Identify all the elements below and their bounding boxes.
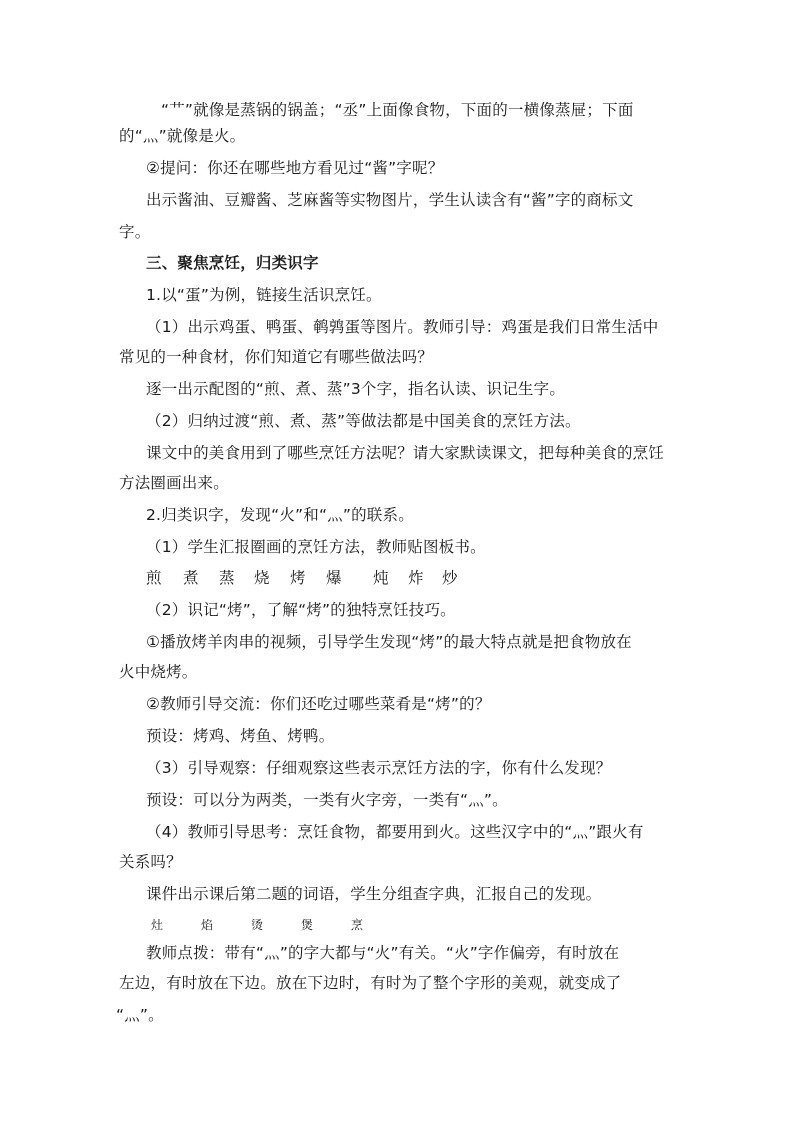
- paragraph-line: （2）识记“烤”，了解“烤”的独特烹饪技巧。: [146, 601, 456, 619]
- paragraph-line: “艹”就像是蒸锅的锅盖；“丞”上面像食物，下面的一横像蒸屉；下面: [161, 101, 634, 119]
- paragraph-line: 预设：烤鸡、烤鱼、烤鸭。: [146, 727, 335, 745]
- word-char: 烹: [351, 918, 364, 932]
- cooking-char: 煎: [146, 569, 162, 587]
- paragraph-line: 2.归类识字，发现“火”和“灬”的联系。: [146, 506, 414, 524]
- cooking-char: 炸: [408, 569, 424, 587]
- paragraph-line: “灬”。: [116, 1006, 164, 1024]
- cooking-char: 炖: [373, 569, 389, 587]
- paragraph-line: （3）引导观察：仔细观察这些表示烹饪方法的字，你有什么发现？: [146, 759, 612, 777]
- word-char: 灶: [151, 918, 164, 932]
- paragraph-line: 出示酱油、豆瓣酱、芝麻酱等实物图片，学生认读含有“酱”字的商标文: [146, 191, 634, 209]
- paragraph-line: （1）出示鸡蛋、鸭蛋、鹌鹑蛋等图片。教师引导：鸡蛋是我们日常生活中: [146, 318, 659, 336]
- cooking-char: 蒸: [219, 569, 235, 587]
- paragraph-line: 火中烧烤。: [119, 663, 198, 681]
- paragraph-line: 1.以“蛋”为例，链接生活识烹饪。: [146, 286, 382, 304]
- paragraph-line: （2）归纳过渡“煎、煮、蒸”等做法都是中国美食的烹饪方法。: [146, 412, 581, 430]
- paragraph-line: 字。: [119, 223, 151, 241]
- paragraph-line: 关系吗？: [119, 853, 182, 871]
- paragraph-line: 的“灬”就像是火。: [119, 127, 246, 145]
- paragraph-line: 教师点拨：带有“灬”的字大都与“火”有关。“火”字作偏旁，有时放在: [146, 944, 620, 962]
- paragraph-line: 左边，有时放在下边。放在下边时，有时为了整个字形的美观，就变成了: [119, 974, 622, 992]
- cooking-char: 烤: [290, 569, 306, 587]
- paragraph-line: 课文中的美食用到了哪些烹饪方法呢？请大家默读课文，把每种美食的烹饪: [146, 444, 665, 462]
- section-heading: 三、聚焦烹饪，归类识字: [146, 254, 319, 272]
- word-char: 煲: [301, 918, 314, 932]
- cooking-char: 爆: [326, 569, 342, 587]
- paragraph-line: 方法圈画出来。: [119, 474, 229, 492]
- paragraph-line: （1）学生汇报圈画的烹饪方法，教师贴图板书。: [146, 538, 486, 556]
- paragraph-line: 逐一出示配图的“煎、煮、蒸”3个字，指名认读、识记生字。: [146, 380, 566, 398]
- cooking-char: 炒: [442, 569, 458, 587]
- paragraph-line: 预设：可以分为两类，一类有火字旁，一类有“灬”。: [146, 791, 508, 809]
- word-char: 烫: [251, 918, 264, 932]
- paragraph-line: 课件出示课后第二题的词语，学生分组查字典，汇报自己的发现。: [146, 885, 602, 903]
- word-char: 焰: [201, 918, 214, 932]
- paragraph-line: ②提问：你还在哪些地方看见过“酱”字呢？: [146, 159, 444, 177]
- paragraph-line: 常见的一种食材，你们知道它有哪些做法吗？: [119, 348, 434, 366]
- paragraph-line: ②教师引导交流：你们还吃过哪些菜肴是“烤”的？: [146, 695, 491, 713]
- paragraph-line: ①播放烤羊肉串的视频，引导学生发现“烤”的最大特点就是把食物放在: [146, 633, 632, 651]
- paragraph-line: （4）教师引导思考：烹饪食物，都要用到火。这些汉字中的“灬”跟火有: [146, 823, 644, 841]
- cooking-char: 烧: [254, 569, 270, 587]
- cooking-char: 煮: [183, 569, 199, 587]
